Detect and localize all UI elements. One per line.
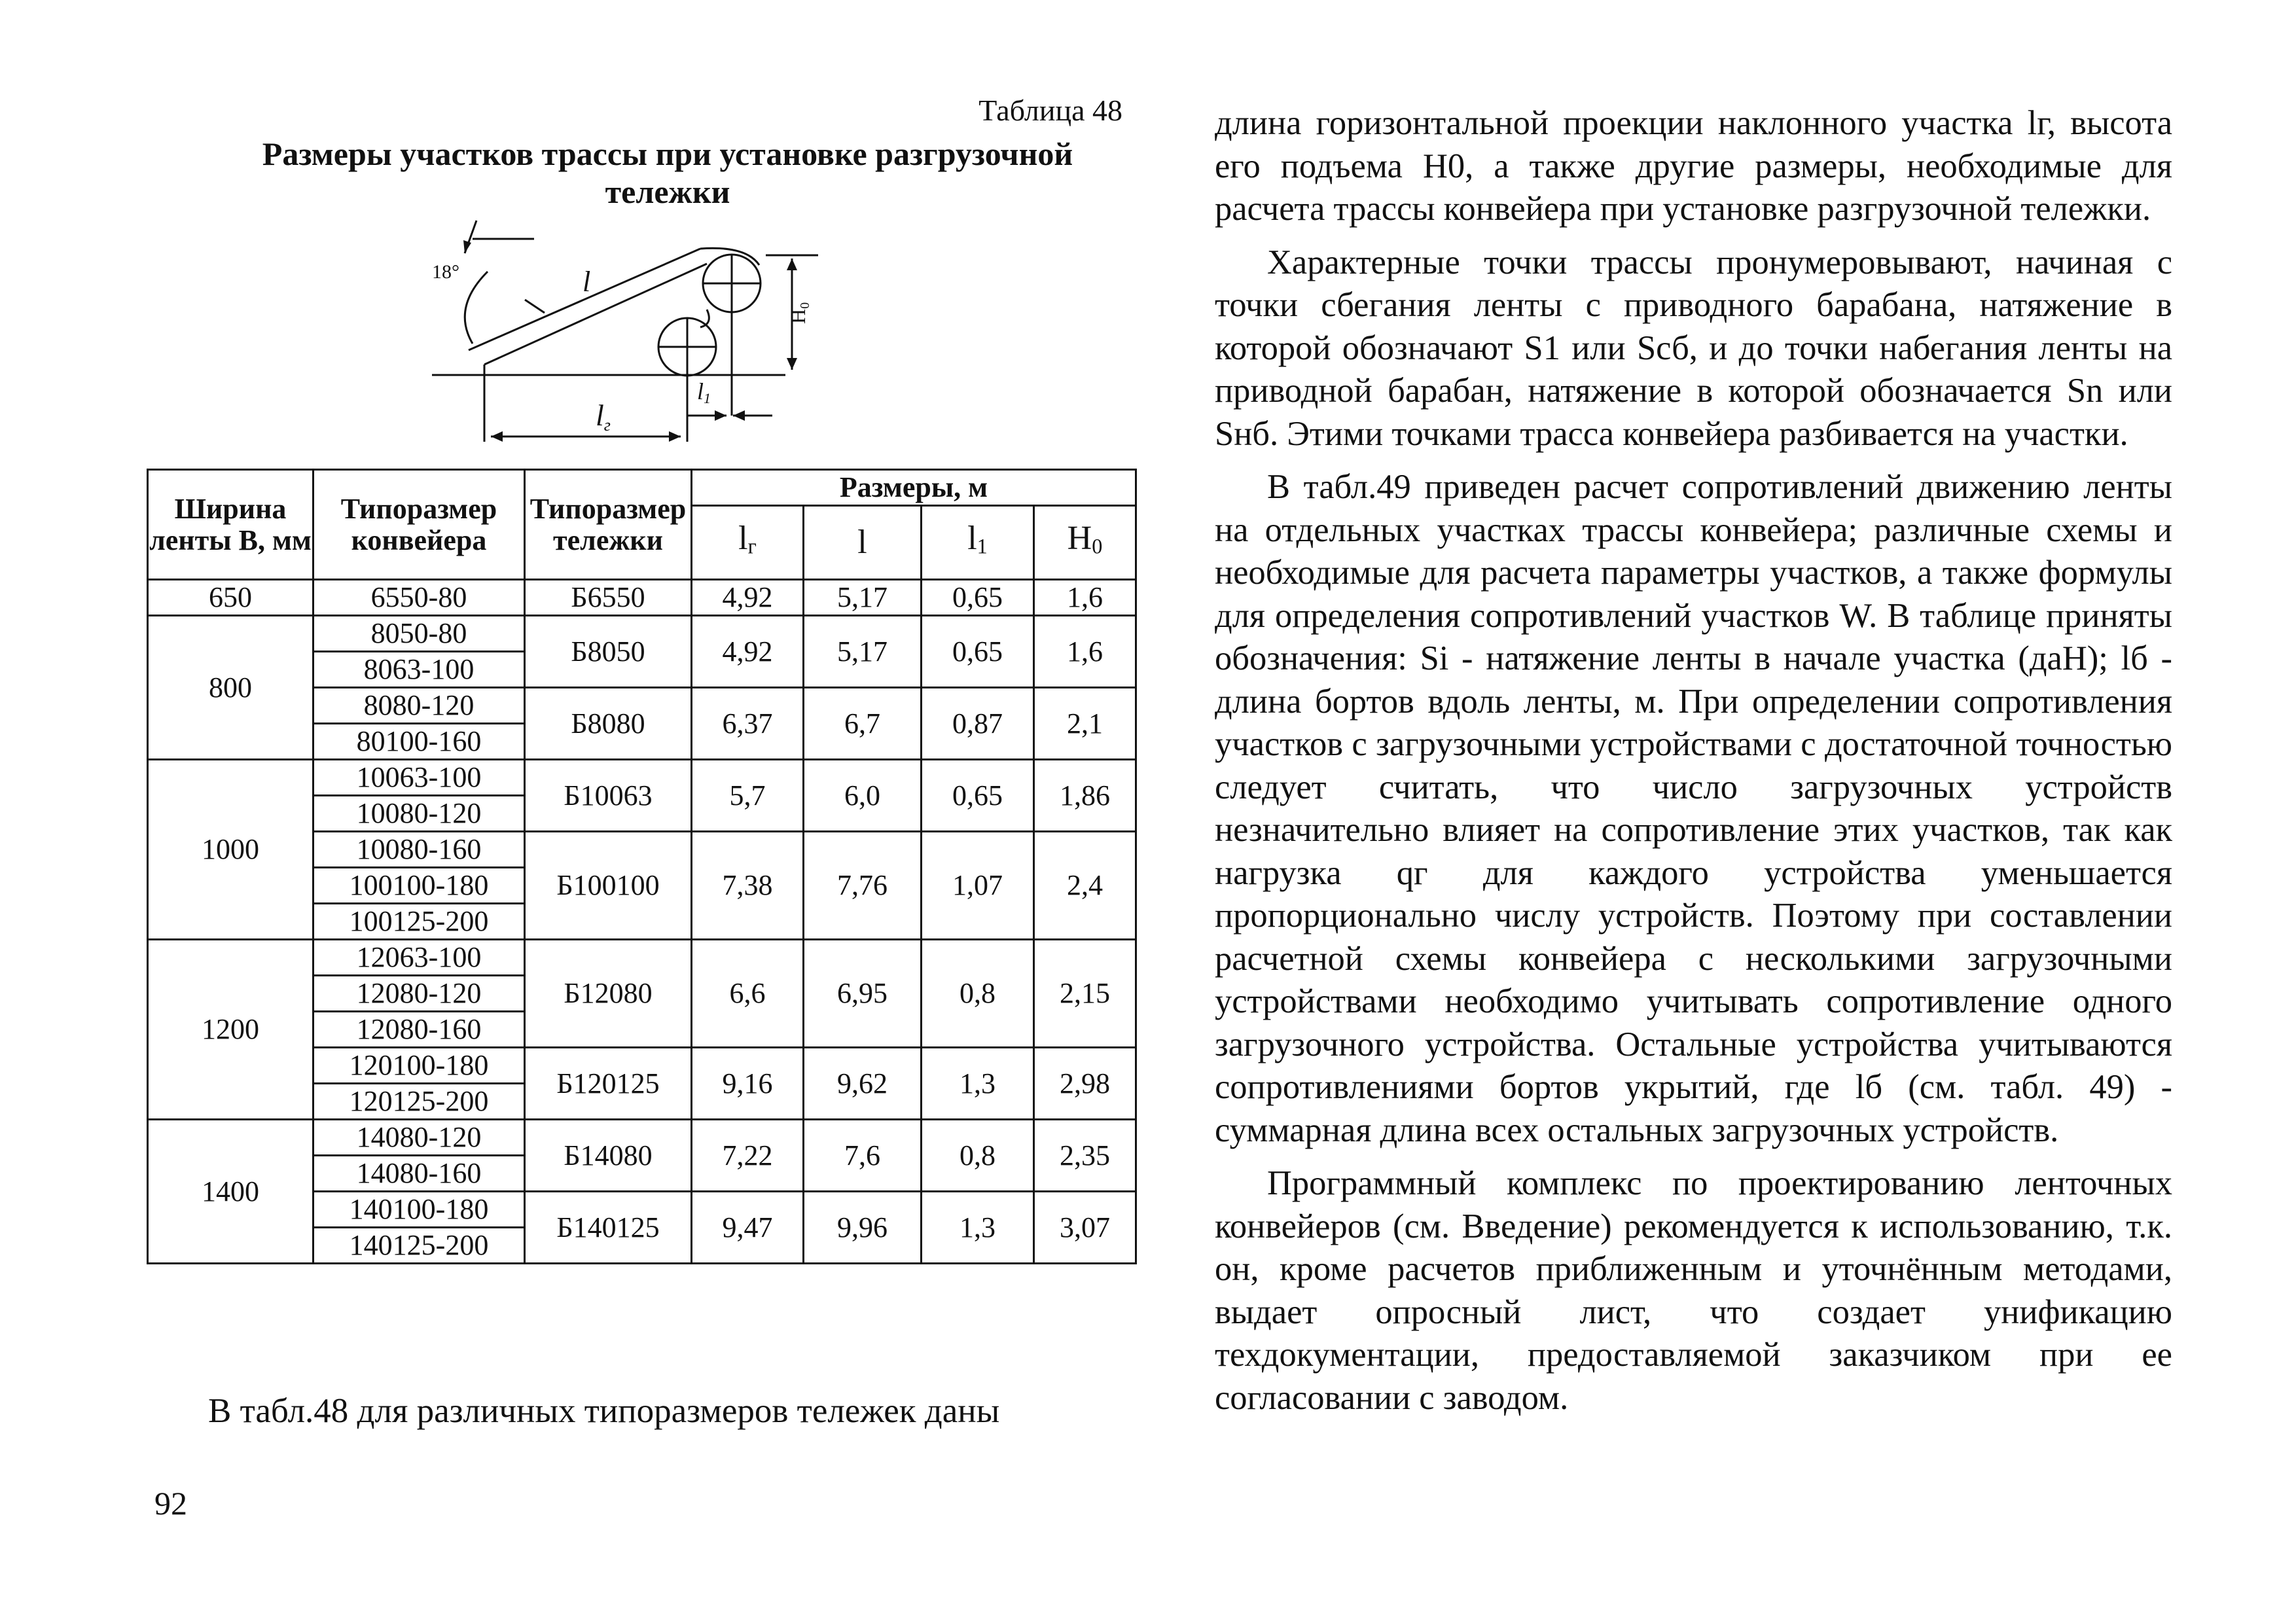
l-cell: 7,6 bbox=[804, 1120, 922, 1192]
h0-cell: 2,15 bbox=[1034, 940, 1136, 1048]
conveyor-cell: 14080-120 bbox=[314, 1120, 525, 1156]
l-cell: 9,62 bbox=[804, 1048, 922, 1120]
length-lg-label: lг bbox=[596, 399, 611, 435]
l1-cell: 1,07 bbox=[922, 832, 1034, 940]
conveyor-cell: 8063-100 bbox=[314, 652, 525, 688]
trolley-cell: Б140125 bbox=[525, 1192, 692, 1264]
paragraph-1: длина горизонтальной проекции наклонного участка lг, высота его подъема H0, а также другие размеры, необходимые для расчета трассы конвейера при установке разгрузочной тележки. bbox=[1215, 104, 2172, 228]
conveyor-cell: 14080-160 bbox=[314, 1156, 525, 1192]
conveyor-cell: 120100-180 bbox=[314, 1048, 525, 1084]
l1-cell: 0,8 bbox=[922, 940, 1034, 1048]
trolley-cell: Б14080 bbox=[525, 1120, 692, 1192]
table-title: Размеры участков трассы при установке разгрузочной тележки bbox=[262, 135, 1073, 210]
paragraph-2: Характерные точки трассы пронумеровывают, начиная с точки сбегания ленты с приводного барабана, натяжение в которой обозначают S1 или Sсб, и до точки набегания ленты на приводной барабан, натяжение в которой обозначается Sn или Sнб. Этими точками трасса конвейера разбивается на участки. bbox=[1215, 243, 2172, 453]
l-cell: 9,96 bbox=[804, 1192, 922, 1264]
conveyor-cell: 100125-200 bbox=[314, 904, 525, 940]
conveyor-cell: 12063-100 bbox=[314, 940, 525, 976]
table-row bbox=[148, 760, 1136, 796]
trolley-cell: Б100100 bbox=[525, 832, 692, 940]
lg-cell: 5,7 bbox=[692, 760, 804, 832]
conveyor-cell: 6550-80 bbox=[314, 580, 525, 616]
lg-cell: 6,6 bbox=[692, 940, 804, 1048]
l1-cell: 0,65 bbox=[922, 580, 1034, 616]
bottom-text-line: В табл.48 для различных типоразмеров тележек даны bbox=[208, 1392, 1000, 1430]
table-row bbox=[148, 580, 1136, 616]
lg-cell: 9,16 bbox=[692, 1048, 804, 1120]
l1-cell: 0,87 bbox=[922, 688, 1034, 760]
conveyor-cell: 8080-120 bbox=[314, 688, 525, 724]
right-column-text bbox=[1215, 102, 2172, 1419]
l1-cell: 1,3 bbox=[922, 1192, 1034, 1264]
l-cell: 6,95 bbox=[804, 940, 922, 1048]
trolley-cell: Б6550 bbox=[525, 580, 692, 616]
lg-cell: 4,92 bbox=[692, 616, 804, 688]
l-cell: 6,0 bbox=[804, 760, 922, 832]
belt-width-cell: 1400 bbox=[148, 1120, 314, 1264]
page-number: 92 bbox=[154, 1485, 187, 1522]
dimensions-table bbox=[147, 469, 1137, 1264]
h0-cell: 1,6 bbox=[1034, 616, 1136, 688]
lg-cell: 9,47 bbox=[692, 1192, 804, 1264]
header-h0: $H_0$ bbox=[1034, 506, 1136, 580]
belt-width-cell: 650 bbox=[148, 580, 314, 616]
header-lg: $l_г$ bbox=[692, 506, 804, 580]
conveyor-cell: 12080-160 bbox=[314, 1012, 525, 1048]
conveyor-cell: 80100-160 bbox=[314, 724, 525, 760]
conveyor-cell: 10063-100 bbox=[314, 760, 525, 796]
h0-cell: 3,07 bbox=[1034, 1192, 1136, 1264]
conveyor-cell: 120125-200 bbox=[314, 1084, 525, 1120]
l1-cell: 1,3 bbox=[922, 1048, 1034, 1120]
conveyor-cell: 8050-80 bbox=[314, 616, 525, 652]
h0-cell: 2,98 bbox=[1034, 1048, 1136, 1120]
h0-cell: 2,4 bbox=[1034, 832, 1136, 940]
header-l1: $l_1$ bbox=[922, 506, 1034, 580]
conveyor-cell: 10080-120 bbox=[314, 796, 525, 832]
l1-cell: 0,65 bbox=[922, 760, 1034, 832]
lg-cell: 7,22 bbox=[692, 1120, 804, 1192]
l-cell: 7,76 bbox=[804, 832, 922, 940]
lg-cell: 7,38 bbox=[692, 832, 804, 940]
conveyor-cell: 10080-160 bbox=[314, 832, 525, 868]
length-l1-label: l1 bbox=[697, 378, 711, 406]
h0-cell: 1,86 bbox=[1034, 760, 1136, 832]
trolley-cell: Б12080 bbox=[525, 940, 692, 1048]
route-diagram bbox=[419, 193, 838, 455]
h0-cell: 2,1 bbox=[1034, 688, 1136, 760]
table-row bbox=[148, 1120, 1136, 1156]
l-cell: 5,17 bbox=[804, 580, 922, 616]
l1-cell: 0,8 bbox=[922, 1120, 1034, 1192]
conveyor-cell: 140125-200 bbox=[314, 1228, 525, 1264]
trolley-cell: Б120125 bbox=[525, 1048, 692, 1120]
h0-cell: 1,6 bbox=[1034, 580, 1136, 616]
belt-width-cell: 1200 bbox=[148, 940, 314, 1120]
h0-cell: 2,35 bbox=[1034, 1120, 1136, 1192]
l1-cell: 0,65 bbox=[922, 616, 1034, 688]
paragraph-4: Программный комплекс по проектированию ленточных конвейеров (см. Введение) рекомендуется к использованию, т.к. он, кроме расчетов приближенным и уточнённым методами, выдает опросный лист, что создает унификацию техдокументации, предоставляемой заказчиком при ее согласовании с заводом. bbox=[1215, 1164, 2172, 1417]
belt-width-cell: 800 bbox=[148, 616, 314, 760]
trolley-cell: Б8080 bbox=[525, 688, 692, 760]
header-trolley-type: Типоразмер тележки bbox=[525, 470, 692, 580]
belt-upper-line bbox=[469, 249, 700, 350]
lg-cell: 4,92 bbox=[692, 580, 804, 616]
header-l: l bbox=[804, 506, 922, 580]
conveyor-cell: 12080-120 bbox=[314, 976, 525, 1012]
trolley-cell: Б10063 bbox=[525, 760, 692, 832]
l-cell: 6,7 bbox=[804, 688, 922, 760]
belt-lower-line bbox=[484, 264, 707, 365]
angle-label: 18° bbox=[432, 261, 459, 283]
table-row bbox=[148, 940, 1136, 976]
header-conveyor-type: Типоразмер конвейера bbox=[314, 470, 525, 580]
l-cell: 5,17 bbox=[804, 616, 922, 688]
length-l-label: l bbox=[583, 266, 591, 298]
header-belt-width: Ширина ленты B, мм bbox=[148, 470, 314, 580]
table-label: Таблица 48 bbox=[978, 94, 1122, 127]
table-row bbox=[148, 616, 1136, 652]
header-sizes: Размеры, м bbox=[692, 470, 1136, 506]
conveyor-cell: 100100-180 bbox=[314, 868, 525, 904]
trolley-cell: Б8050 bbox=[525, 616, 692, 688]
belt-width-cell: 1000 bbox=[148, 760, 314, 940]
lg-cell: 6,37 bbox=[692, 688, 804, 760]
height-h0-label: H0 bbox=[786, 302, 812, 324]
conveyor-cell: 140100-180 bbox=[314, 1192, 525, 1228]
paragraph-3: В табл.49 приведен расчет сопротивлений движению ленты на отдельных участках трассы конвейера; различные схемы и необходимые для расчета параметры участков, а также формулы для определения сопротивлений участков W. В таблице приняты обозначения: Si - натяжение ленты в начале участка (даН); lб - длина бортов вдоль ленты, м. При определении сопротивления участков с загрузочными устройствами с достаточной точностью следует считать, что число загрузочных устройств незначительно влияет на сопротивление этих участков, так как нагрузка qг для каждого устройства уменьшается пропорционально числу устройств. Поэтому при составлении расчетной схемы конвейера с несколькими загрузочными устройствами необходимо учитывать сопротивление одного загрузочного устройства. Остальные устройства учитываются сопротивлениями бортов укрытий, где lб (см. табл. 49) - суммарная длина всех остальных загрузочных устройств. bbox=[1215, 468, 2172, 1149]
